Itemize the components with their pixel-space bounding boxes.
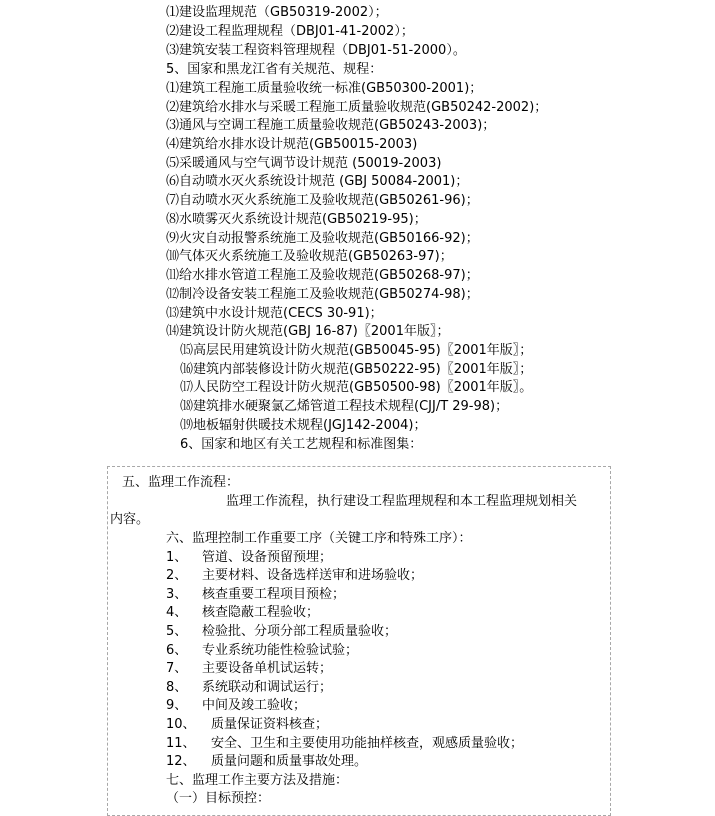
list-item	[166, 660, 187, 678]
paragraph-line: 监理工作流程，执行建设工程监理规程和本工程监理规划相关	[226, 494, 578, 509]
standard-line: ⑼火灾自动报警系统施工及验收规范(GB50166-92)；	[166, 231, 479, 246]
list-item-text: 核查重要工程项目预检；	[202, 587, 346, 602]
standard-line: ⑷建筑给水排水设计规范(GB50015-2003)	[166, 137, 418, 152]
standard-line: ⑾给水排水管道工程施工及验收规范(GB50268-97)；	[166, 268, 479, 283]
standard-line: ⒄人民防空工程设计防火规范(GB50500-98)〖2001年版〗。	[180, 380, 533, 395]
standard-line: ⑴建设监理规范（GB50319-2002）；	[166, 5, 388, 20]
list-item	[166, 697, 187, 715]
list-item	[166, 549, 187, 567]
list-number: 10、	[166, 717, 196, 732]
subsection-heading: （一）目标预控：	[166, 791, 271, 806]
list-item	[166, 586, 187, 604]
list-item	[166, 642, 187, 660]
section-heading: 6、国家和地区有关工艺规程和标准图集：	[180, 437, 423, 452]
list-item-text: 主要设备单机试运转；	[202, 661, 333, 676]
standard-line: ⑶建筑安装工程资料管理规程（DBJ01-51-2000）。	[166, 43, 466, 58]
list-item-text: 质量问题和质量事故处理。	[211, 754, 368, 769]
list-item-text: 安全、卫生和主要使用功能抽样核查，观感质量验收；	[211, 736, 524, 751]
list-item	[166, 567, 187, 585]
standard-line: ⑵建设工程监理规程（DBJ01-41-2002）；	[166, 24, 414, 39]
section-heading: 七、监理工作主要方法及措施：	[166, 773, 349, 788]
list-item	[166, 679, 187, 697]
list-number: 9、	[166, 698, 188, 713]
standard-line: ⑽气体灭火系统施工及验收规范(GB50263-97)；	[166, 249, 453, 264]
standard-line: ⒂高层民用建筑设计防火规范(GB50045-95)〖2001年版〗；	[180, 343, 533, 358]
standard-line: ⑿制冷设备安装工程施工及验收规范(GB50274-98)；	[166, 287, 479, 302]
list-number: 11、	[166, 736, 196, 751]
list-item-text: 检验批、分项分部工程质量验收；	[202, 624, 398, 639]
standard-line: ⒃建筑内部装修设计防火规范(GB50222-95)〖2001年版〗；	[180, 362, 533, 377]
section-heading: 五、监理工作流程：	[122, 475, 240, 490]
list-number: 8、	[166, 680, 188, 695]
list-item-text: 专业系统功能性检验试验；	[202, 643, 359, 658]
standard-line: ⑴建筑工程施工质量验收统一标准(GB50300-2001)；	[166, 81, 483, 96]
list-item	[166, 604, 187, 622]
list-number: 2、	[166, 568, 188, 583]
standard-line: ⑺自动喷水灭火系统施工及验收规范(GB50261-96)；	[166, 193, 479, 208]
list-item-text: 中间及竣工验收；	[202, 698, 307, 713]
list-item	[166, 753, 196, 771]
list-item	[166, 735, 196, 753]
list-item	[166, 716, 196, 734]
standard-line: ⑸采暖通风与空气调节设计规范 (50019-2003)	[166, 156, 442, 171]
list-item-text: 管道、设备预留预埋；	[202, 550, 333, 565]
list-number: 1、	[166, 550, 188, 565]
list-item-text: 主要材料、设备选样送审和进场验收；	[202, 568, 424, 583]
standard-line: ⑶通风与空调工程施工质量验收规范(GB50243-2003)；	[166, 118, 496, 133]
standard-line: ⒅建筑排水硬聚氯乙烯管道工程技术规程(CJJ/T 29-98)；	[180, 399, 509, 414]
section-heading: 5、国家和黑龙江省有关规范、规程：	[166, 62, 383, 77]
list-number: 12、	[166, 754, 196, 769]
section-heading: 六、监理控制工作重要工序（关键工序和特殊工序）：	[166, 531, 472, 546]
standard-line: ⑵建筑给水排水与采暖工程施工质量验收规范(GB50242-2002)；	[166, 100, 548, 115]
standard-line: ⒁建筑设计防火规范(GBJ 16-87)〖2001年版〗；	[166, 324, 450, 339]
list-number: 3、	[166, 587, 188, 602]
list-item	[166, 623, 187, 641]
list-item-text: 系统联动和调试运行；	[202, 680, 333, 695]
standard-line: ⑻水喷雾灭火系统设计规范(GB50219-95)；	[166, 212, 427, 227]
list-number: 7、	[166, 661, 188, 676]
list-number: 6、	[166, 643, 188, 658]
list-number: 4、	[166, 605, 188, 620]
standard-line: ⒆地板辐射供暖技术规程(JGJ142-2004)；	[180, 418, 427, 433]
standard-line: ⒀建筑中水设计规范(CECS 30-91)；	[166, 306, 383, 321]
list-item-text: 核查隐蔽工程验收；	[202, 605, 320, 620]
paragraph-line: 内容。	[110, 512, 150, 527]
list-number: 5、	[166, 624, 188, 639]
list-item-text: 质量保证资料核查；	[211, 717, 329, 732]
standard-line: ⑹自动喷水灭火系统设计规范 (GBJ 50084-2001)；	[166, 174, 469, 189]
